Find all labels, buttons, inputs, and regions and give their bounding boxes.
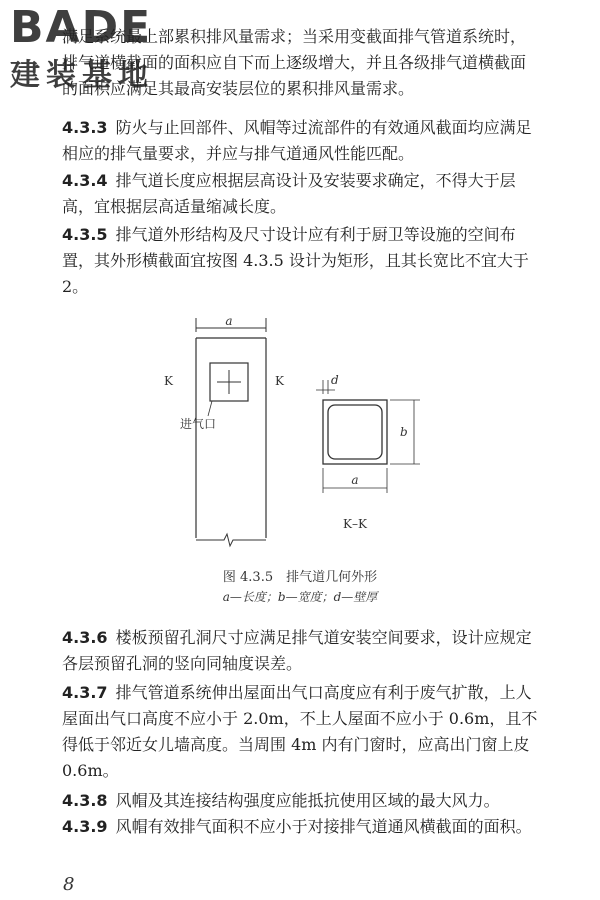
watermark-subtitle: 建装基地 <box>10 58 154 93</box>
clause-text: 排气道外形结构及尺寸设计应有利于厨卫等设施的空间布置，其外形横截面宜按图 4.3.5 设计为矩形，且其长宽比不宜大于 2。 <box>62 225 529 296</box>
dimension-d: d <box>331 373 339 387</box>
section-mark-right: K <box>275 374 284 388</box>
section-inner-wall <box>328 405 382 459</box>
clause-4-3-6 <box>62 625 540 677</box>
paragraph-continued <box>62 24 540 102</box>
clause-number: 4.3.6 <box>62 628 108 647</box>
clause-4-3-7 <box>62 680 540 784</box>
clause-4-3-8 <box>62 788 540 814</box>
clause-number: 4.3.9 <box>62 817 108 836</box>
clause-number: 4.3.8 <box>62 791 108 810</box>
clause-4-3-4 <box>62 168 540 220</box>
inlet-label: 进气口 <box>180 417 217 431</box>
figure-caption: 图 4.3.5 排气道几何外形 <box>222 570 378 585</box>
break-line <box>196 534 266 546</box>
clause-text: 防火与止回部件、风帽等过流部件的有效通风截面均应满足相应的排气量要求，并应与排气道通风性能匹配。 <box>62 118 532 163</box>
section-outer-wall <box>323 400 387 464</box>
clause-text: 排气管道系统伸出屋面出气口高度应有利于废气扩散，上人屋面出气口高度不应小于 2.0m，不上人屋面不应小于 0.6m，且不得低于邻近女儿墙高度。当周围 4m 内有门窗时，应高出门窗上皮 0.6m。 <box>62 683 538 780</box>
figure-legend: a—长度；b—宽度；d—壁厚 <box>222 590 378 604</box>
figure-4-3-5 <box>150 318 470 598</box>
clause-text: 楼板预留孔洞尺寸应满足排气道安装空间要求，设计应规定各层预留孔洞的竖向同轴度误差。 <box>62 628 532 673</box>
paragraph-text: 满足系统最上部累积排风量需求；当采用变截面排气管道系统时，排气道横截面的面积应自下而上逐级增大，并且各级排气道横截面的面积应满足其最高安装层位的累积排风量需求。 <box>62 27 527 98</box>
clause-text: 风帽有效排气面积不应小于对接排气道通风横截面的面积。 <box>115 817 532 836</box>
section-mark-left: K <box>164 374 173 388</box>
dimension-a-top: a <box>225 318 233 328</box>
section-label: K–K <box>343 517 367 531</box>
clause-text: 风帽及其连接结构强度应能抵抗使用区域的最大风力。 <box>115 791 500 810</box>
watermark-brand: BADE <box>10 2 153 53</box>
dimension-a-bottom: a <box>351 473 359 487</box>
clause-4-3-5 <box>62 222 540 300</box>
figure-drawing <box>150 318 470 598</box>
clause-number: 4.3.5 <box>62 225 108 244</box>
page-number: 8 <box>63 874 75 895</box>
dimension-b: b <box>400 425 408 439</box>
clause-4-3-3 <box>62 115 540 167</box>
clause-4-3-9 <box>62 814 540 840</box>
clause-number: 4.3.4 <box>62 171 108 190</box>
clause-number: 4.3.3 <box>62 118 108 137</box>
clause-number: 4.3.7 <box>62 683 108 702</box>
clause-text: 排气道长度应根据层高设计及安装要求确定，不得大于层高，宜根据层高适量缩减长度。 <box>62 171 516 216</box>
